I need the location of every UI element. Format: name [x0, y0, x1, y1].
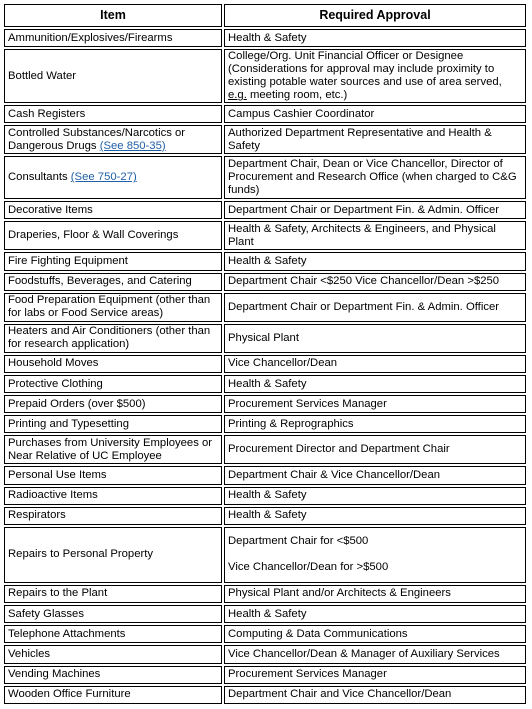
item-cell: Bottled Water [4, 49, 222, 103]
item-cell [4, 125, 222, 154]
item-cell: Prepaid Orders (over $500) [4, 395, 222, 413]
item-cell: Protective Clothing [4, 375, 222, 393]
approval-table [2, 2, 528, 706]
table-row [4, 375, 526, 393]
item-cell: Printing and Typesetting [4, 415, 222, 433]
approval-cell: Health & Safety [224, 375, 526, 393]
approval-cell: Procurement Services Manager [224, 666, 526, 684]
item-cell: Personal Use Items [4, 466, 222, 484]
approval-cell: Campus Cashier Coordinator [224, 105, 526, 123]
table-row [4, 221, 526, 250]
approval-cell: Procurement Services Manager [224, 395, 526, 413]
table-row [4, 466, 526, 484]
approval-text-end: meeting room, etc.) [249, 89, 348, 102]
approval-cell: Printing & Reprographics [224, 415, 526, 433]
approval-cell: Authorized Department Representative and Health & Safety [224, 125, 526, 154]
approval-cell: Health & Safety [224, 29, 526, 47]
table-row [4, 252, 526, 270]
item-cell: Respirators [4, 507, 222, 525]
approval-cell: Health & Safety [224, 507, 526, 525]
item-cell: Safety Glasses [4, 605, 222, 623]
approval-cell: Procurement Director and Department Chair [224, 435, 526, 464]
approval-cell: Department Chair & Vice Chancellor/Dean [224, 466, 526, 484]
table-row [4, 293, 526, 322]
approval-cell: Computing & Data Communications [224, 625, 526, 643]
approval-text: College/Org. Unit Financial Officer or Designee (Considerations for approval may include proximity to existing potable water sources and use of area served, [228, 50, 502, 89]
approval-cell: Health & Safety [224, 252, 526, 270]
item-cell: Fire Fighting Equipment [4, 252, 222, 270]
item-cell [4, 156, 222, 199]
approval-cell: Department Chair or Department Fin. & Admin. Officer [224, 201, 526, 219]
policy-link-850-35[interactable]: (See 850-35) [99, 139, 166, 152]
approval-cell: Physical Plant [224, 324, 526, 353]
approval-cell: Department Chair <$250 Vice Chancellor/Dean >$250 [224, 273, 526, 291]
item-cell: Vehicles [4, 645, 222, 663]
item-text: Consultants [8, 171, 68, 184]
table-row [4, 49, 526, 103]
table-row [4, 273, 526, 291]
table-row [4, 355, 526, 373]
approval-cell: Vice Chancellor/Dean [224, 355, 526, 373]
table-row [4, 201, 526, 219]
item-cell: Foodstuffs, Beverages, and Catering [4, 273, 222, 291]
approval-cell: Department Chair or Department Fin. & Admin. Officer [224, 293, 526, 322]
item-cell: Purchases from University Employees or Near Relative of UC Employee [4, 435, 222, 464]
table-row [4, 527, 526, 583]
approval-cell: Health & Safety [224, 605, 526, 623]
policy-link-750-27[interactable]: (See 750-27) [70, 171, 137, 184]
approval-cell: Vice Chancellor/Dean & Manager of Auxiliary Services [224, 645, 526, 663]
table-row [4, 435, 526, 464]
item-cell: Radioactive Items [4, 487, 222, 505]
table-row [4, 395, 526, 413]
approval-line-over-500: Vice Chancellor/Dean for >$500 [228, 561, 389, 574]
approval-cell [224, 527, 526, 583]
table-row [4, 415, 526, 433]
approval-cell: Department Chair, Dean or Vice Chancellor, Director of Procurement and Research Office (when charged to C&G funds) [224, 156, 526, 199]
item-cell: Telephone Attachments [4, 625, 222, 643]
item-cell: Heaters and Air Conditioners (other than for research application) [4, 324, 222, 353]
table-row [4, 585, 526, 603]
eg-text: e.g. [228, 89, 247, 102]
table-row [4, 487, 526, 505]
table-row [4, 29, 526, 47]
approval-table-container [2, 2, 528, 706]
item-cell: Wooden Office Furniture [4, 686, 222, 704]
approval-cell: Health & Safety, Architects & Engineers, and Physical Plant [224, 221, 526, 250]
item-cell: Cash Registers [4, 105, 222, 123]
approval-cell: Health & Safety [224, 487, 526, 505]
item-cell: Vending Machines [4, 666, 222, 684]
item-cell: Ammunition/Explosives/Firearms [4, 29, 222, 47]
header-item: Item [4, 4, 222, 27]
item-cell: Repairs to the Plant [4, 585, 222, 603]
item-cell: Draperies, Floor & Wall Coverings [4, 221, 222, 250]
item-cell: Food Preparation Equipment (other than for labs or Food Service areas) [4, 293, 222, 322]
table-row [4, 324, 526, 353]
table-row [4, 105, 526, 123]
table-row [4, 625, 526, 643]
table-row [4, 125, 526, 154]
table-row [4, 507, 526, 525]
approval-cell: Department Chair and Vice Chancellor/Dean [224, 686, 526, 704]
table-row [4, 156, 526, 199]
header-required-approval: Required Approval [224, 4, 526, 27]
table-row [4, 645, 526, 663]
approval-cell [224, 49, 526, 103]
table-row [4, 605, 526, 623]
table-row [4, 666, 526, 684]
item-cell: Repairs to Personal Property [4, 527, 222, 583]
header-row [4, 4, 526, 27]
item-cell: Household Moves [4, 355, 222, 373]
approval-cell: Physical Plant and/or Architects & Engineers [224, 585, 526, 603]
item-text: Controlled Substances/Narcotics or Dangerous Drugs [8, 126, 186, 152]
approval-line-under-500: Department Chair for <$500 [228, 535, 369, 548]
item-cell: Decorative Items [4, 201, 222, 219]
table-row [4, 686, 526, 704]
